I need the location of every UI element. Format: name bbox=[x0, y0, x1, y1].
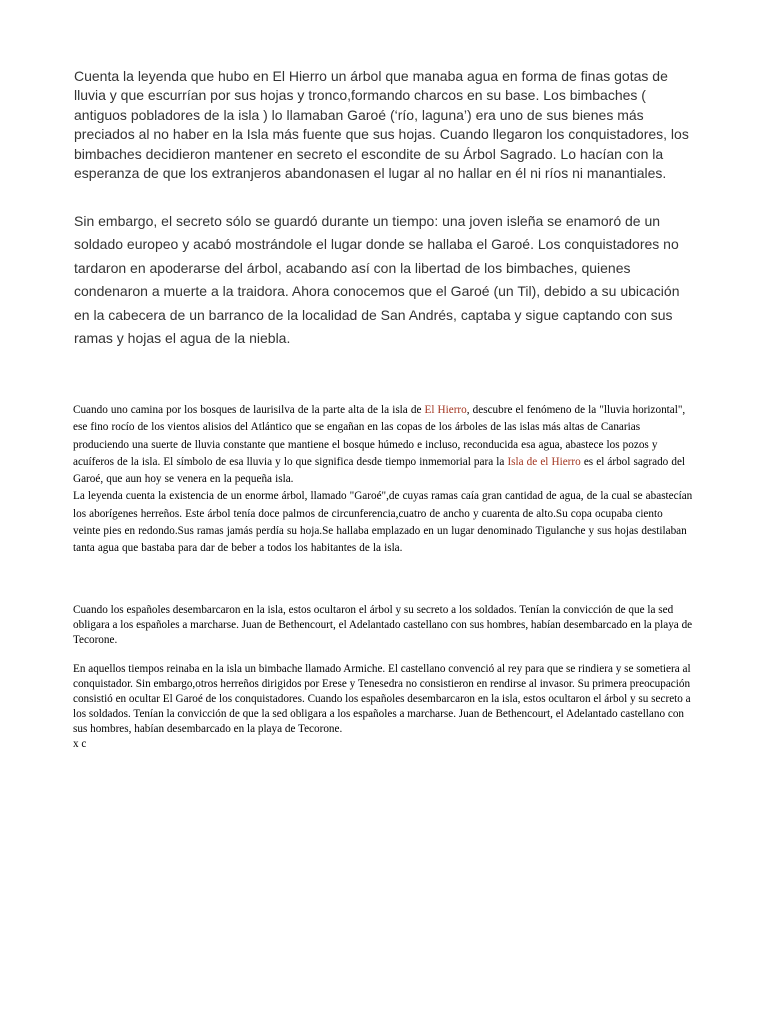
spaniards-paragraph: Cuando los españoles desembarcaron en la isla, estos ocultaron el árbol y su secreto a los soldados. Tenían la convicción de que la sed obligara a los españoles a marcharse. Juan de Bethencourt, el Adelantado castellano con sus hombres, habían desembarcado en la playa de Tecorone. bbox=[73, 604, 693, 646]
paragraph-text: La leyenda cuenta la existencia de un enorme árbol, llamado "Garoé",de cuyas ramas caía gran cantidad de agua, de la cual se abastecían los aborígenes herreños. Este árbol tenía doce palmos de circunferencia,cuatro de ancho y cuarenta de alto.Su copa ocupaba ciento veinte pies en redondo.Sus ramas jamás perdía su hoja.Se hallaba emplazado en un lugar denominado Tigulanche y sus hojas destilaban tanta agua que bastaba para dar de beber a todos los habitantes de la isla. bbox=[73, 490, 693, 555]
paragraph-text: es el árbol sagrado del Garoé, que aun hoy se venera en la pequeña isla. bbox=[73, 455, 686, 486]
paragraph-text: Cuando uno camina por los bosques de laurisilva de la parte alta de la isla de bbox=[73, 404, 425, 416]
laurisilva-paragraph bbox=[73, 402, 693, 558]
paragraph-text: En aquellos tiempos reinaba en la isla un bimbache llamado Armiche. El castellano convenció al rey para que se rindiera y se sometiera al conquistador. Sin embargo,otros herreños dirigidos por Erese y Tenesedra no consistieron en rendirse al invasor. Su primera preocupación consistió en ocultar El Garoé de los conquistadores. Cuando los españoles desembarcaron en la isla, estos ocultaron el árbol y su secreto a los soldados. Tenían la convicción de que la sed obligara a los españoles a marcharse. Juan de Bethencourt, el Adelantado castellano con sus hombres, habían desembarcado en la playa de Tecorone. bbox=[73, 663, 691, 735]
el-hierro-link[interactable]: El Hierro bbox=[424, 404, 467, 416]
isla-de-el-hierro-link[interactable]: Isla de el Hierro bbox=[507, 455, 581, 468]
trailing-text: x c bbox=[73, 738, 87, 750]
legend-paragraph-2: Sin embargo, el secreto sólo se guardó durante un tiempo: una joven isleña se enamoró de un soldado europeo y acabó mostrándole el lugar donde se hallaba el Garoé. Los conquistadores no tardaron en apoderarse del árbol, acabando así con la libertad de los bimbaches, quienes condenaron a muerte a la traidora. Ahora conocemos que el Garoé (un Til), debido a su ubicación en la cabecera de un barranco de la localidad de San Andrés, captaba y sigue captando con sus ramas y hojas el agua de la niebla. bbox=[74, 213, 680, 347]
armiche-paragraph bbox=[73, 662, 693, 752]
paragraph-text: , descubre el fenómeno de la "lluvia horizontal", ese fino rocío de los vientos alisios del Atlántico que se engañan en las copas de los árboles de las islas más altas de Canarias produciendo una suerte de lluvia constante que mantiene el bosque húmedo e incluso, reconducida esa agua, abastece los pozos y acuíferos de la isla. El símbolo de esa lluvia y lo que significa desde tiempo inmemorial para la bbox=[73, 404, 686, 468]
legend-paragraph-1: Cuenta la leyenda que hubo en El Hierro un árbol que manaba agua en forma de finas gotas de lluvia y que escurrían por sus hojas y tronco,formando charcos en su base. Los bimbaches ( antiguos pobladores de la isla ) lo llamaban Garoé (‘río, laguna’) era uno de sus bienes más preciados al no haber en la Isla más fuente que sus hojas. Cuando llegaron los conquistadores, los bimbaches decidieron mantener en secreto el escondite de su Árbol Sagrado. Lo hacían con la esperanza de que los extranjeros abandonasen el lugar al no hallar en él ni ríos ni manantiales. bbox=[74, 68, 689, 182]
